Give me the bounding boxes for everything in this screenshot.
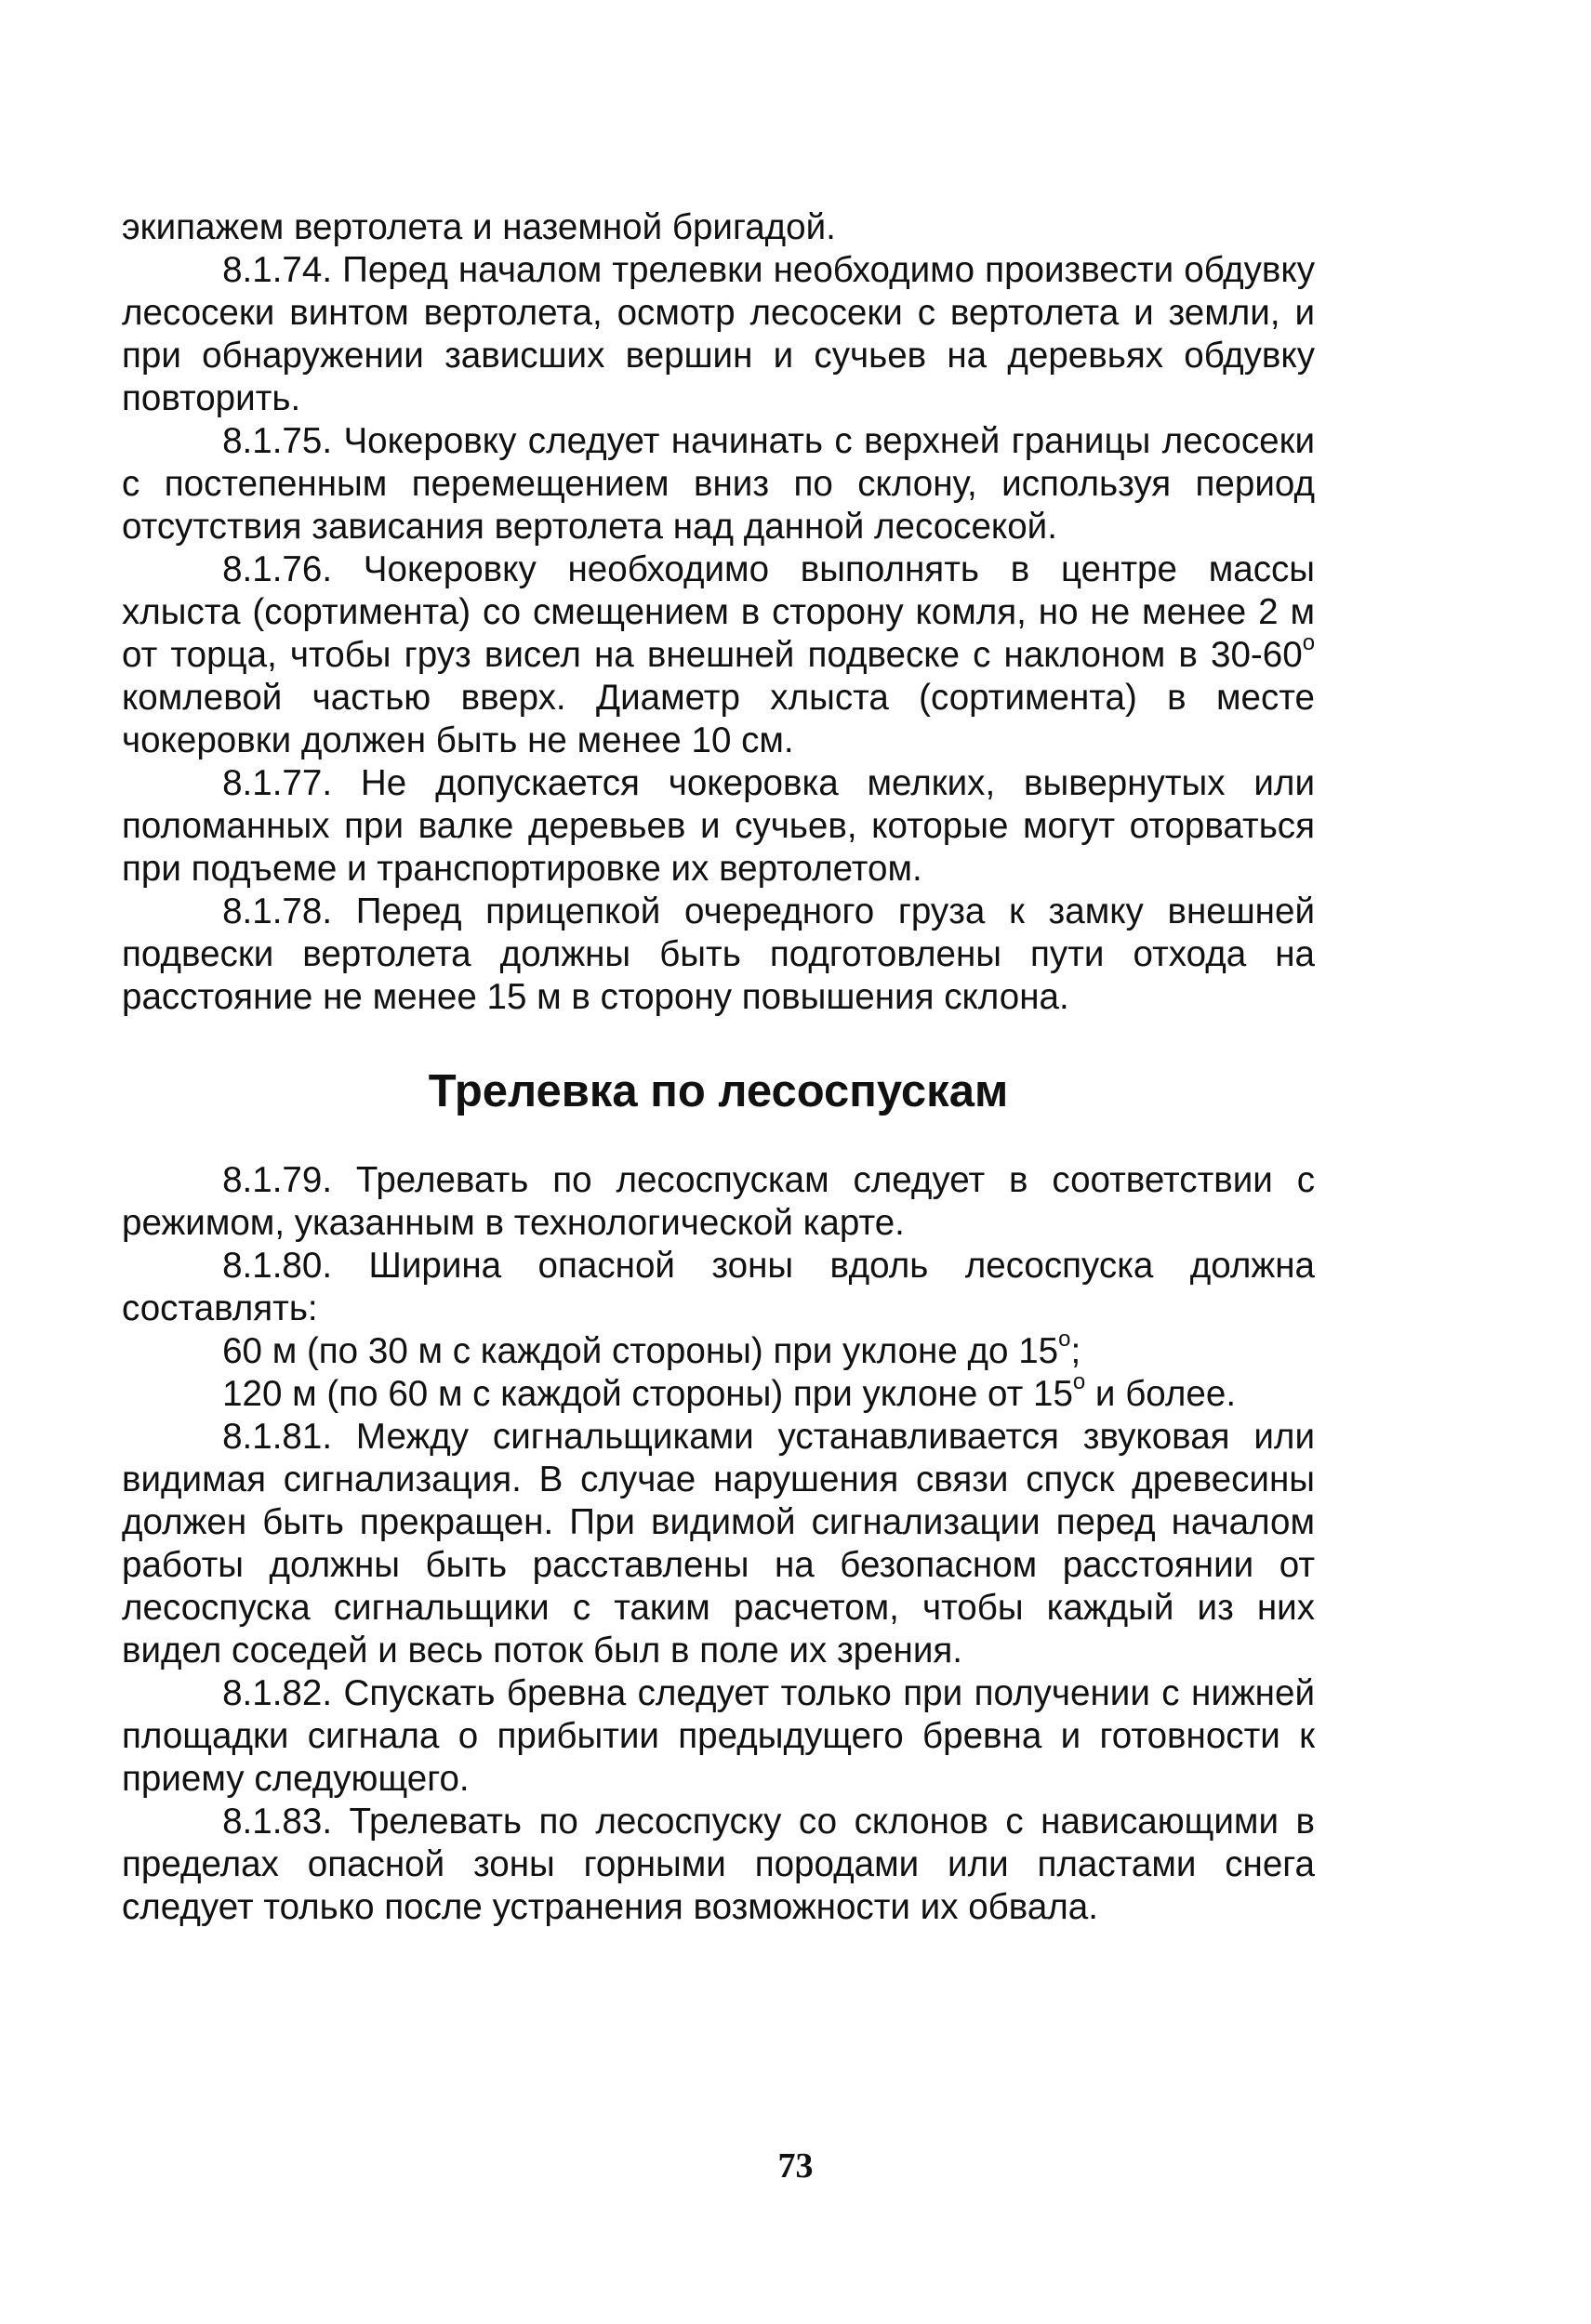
paragraph-8-1-75: 8.1.75. Чокеровку следует начинать с верхней границы лесосеки с постепенным перемещением вниз по склону, используя период отсутствия зависания вертолета над данной лесосекой. <box>122 421 1315 547</box>
paragraph-8-1-76-text-a: 8.1.76. Чокеровку необходимо выполнять в центре массы хлыста (сортимента) со смещением в сторону комля, но не менее 2 м от торца, чтобы груз висел на внешней подвеске с наклоном в 30-60 <box>122 549 1315 675</box>
zone-width-item-2-text-a: 120 м (по 60 м с каждой стороны) при уклоне от 15 <box>222 1374 1073 1414</box>
degree-superscript: о <box>1058 1327 1071 1353</box>
zone-width-item-1-text-b: ; <box>1070 1331 1081 1371</box>
paragraph-8-1-76-text-b: комлевой частью вверх. Диаметр хлыста (сортимента) в месте чокеровки должен быть не менее 10 см. <box>122 678 1315 760</box>
paragraph-8-1-81: 8.1.81. Между сигнальщиками устанавливается звуковая или видимая сигнализация. В случае нарушения связи спуск древесины должен быть прекращен. При видимой сигнализации перед началом работы должны быть расставлены на безопасном расстоянии от лесоспуска сигнальщики с таким расчетом, чтобы каждый из них видел соседей и весь поток был в поле их зрения. <box>122 1417 1315 1670</box>
zone-width-item-1 <box>122 1327 1315 1373</box>
paragraph-8-1-83: 8.1.83. Трелевать по лесоспуску со склонов с нависающими в пределах опасной зоны горными породами или пластами снега следует только после устранения возможности их обвала. <box>122 1802 1315 1927</box>
page-body-text <box>122 206 1315 1929</box>
paragraph-8-1-80: 8.1.80. Ширина опасной зоны вдоль лесоспуска должна составлять: <box>122 1246 1315 1328</box>
degree-superscript: о <box>1072 1369 1086 1395</box>
paragraph-8-1-76 <box>122 548 1315 762</box>
zone-width-item-1-text-a: 60 м (по 30 м с каждой стороны) при уклоне до 15 <box>222 1331 1059 1371</box>
zone-width-item-2-text-b: и более. <box>1085 1374 1237 1414</box>
paragraph-8-1-79: 8.1.79. Трелевать по лесоспускам следует в соответствии с режимом, указанным в технологической карте. <box>122 1160 1315 1243</box>
paragraph-8-1-82: 8.1.82. Спускать бревна следует только при получении с нижней площадки сигнала о прибытии предыдущего бревна и готовности к приему следующего. <box>122 1673 1315 1799</box>
page-number: 73 <box>777 2146 814 2185</box>
paragraph-8-1-74: 8.1.74. Перед началом трелевки необходимо произвести обдувку лесосеки винтом вертолета, осмотр лесосеки с вертолета и земли, и при обнаружении зависших вершин и сучьев на деревьях обдувку повторить. <box>122 250 1315 418</box>
paragraph-8-1-78: 8.1.78. Перед прицепкой очередного груза к замку внешней подвески вертолета должны быть подготовлены пути отхода на расстояние не менее 15 м в сторону повышения склона. <box>122 891 1315 1017</box>
section-heading: Трелевка по лесоспускам <box>428 1066 1009 1116</box>
zone-width-item-2 <box>122 1369 1315 1416</box>
degree-superscript: о <box>1302 630 1315 656</box>
paragraph-continuation: экипажем вертолета и наземной бригадой. <box>122 207 836 247</box>
paragraph-8-1-77: 8.1.77. Не допускается чокеровка мелких, вывернутых или поломанных при валке деревьев и сучьев, которые могут оторваться при подъеме и транспортировке их вертолетом. <box>122 763 1315 889</box>
